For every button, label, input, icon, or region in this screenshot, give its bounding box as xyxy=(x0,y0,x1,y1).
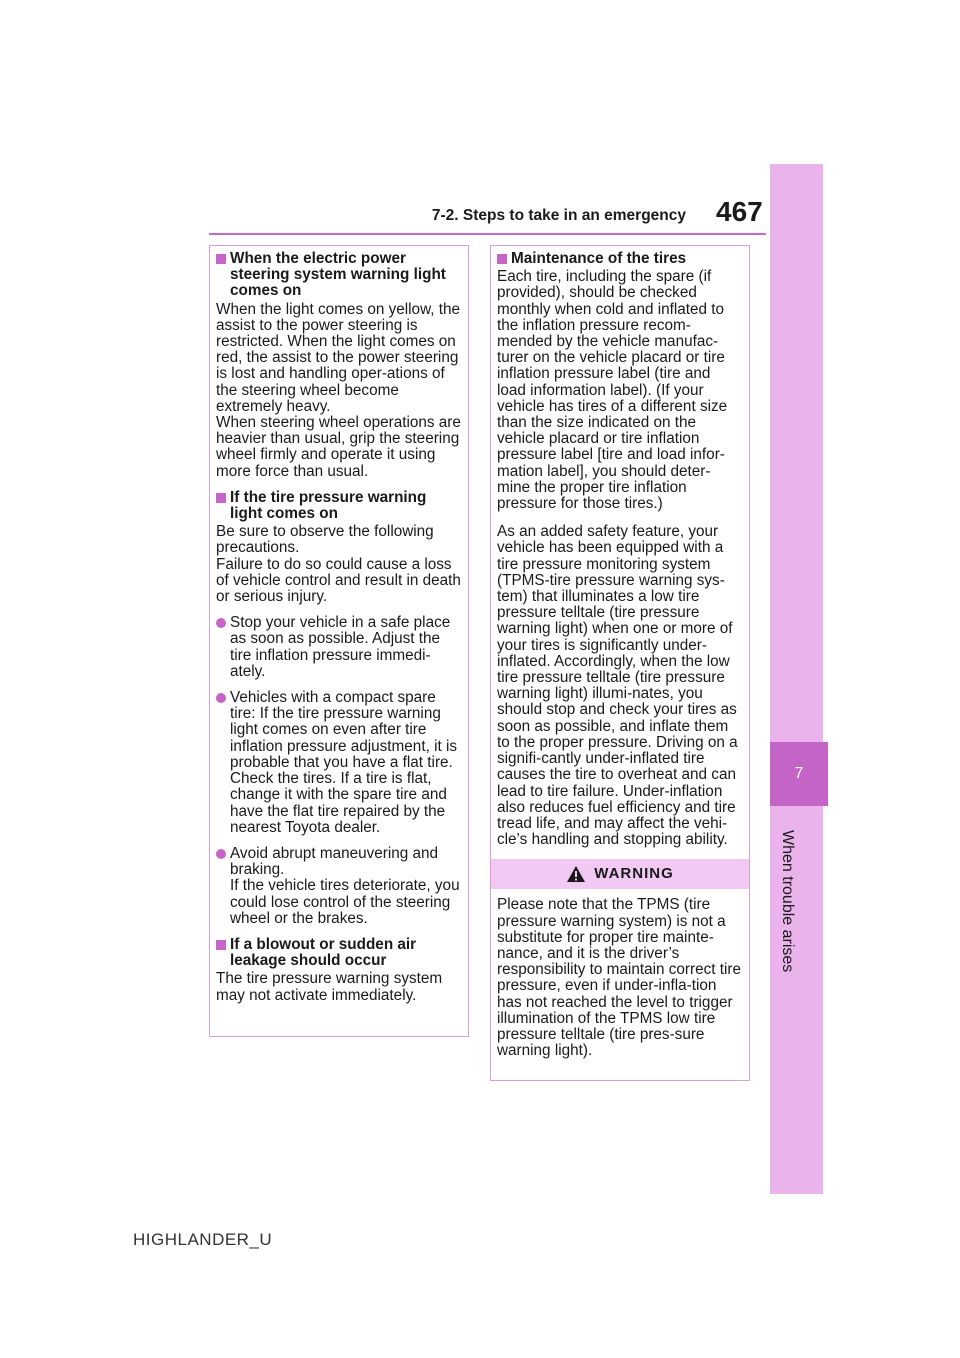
blowout-text: The tire pressure warning system may not activate immediately. xyxy=(216,970,443,1004)
footer-model: HIGHLANDER_U xyxy=(133,1230,273,1249)
page-number: 467 xyxy=(716,196,763,227)
circle-bullet-icon xyxy=(216,693,226,703)
tpw-text-1: Be sure to observe the following precautions. xyxy=(216,523,434,557)
warning-text: Please note that the TPMS (tire pressure warning system) is not a substitute for proper tire mainte-nance, and it is the driver’s responsibility to maintain correct tire pressure, even if under-infla-tion has not reached the level to trigger illumination of the TPMS low tire pressure telltale (tire pres-sure warning light). xyxy=(497,896,741,1060)
square-bullet-icon xyxy=(216,493,226,503)
circle-bullet-icon xyxy=(216,849,226,859)
maintenance-text-2: As an added safety feature, your vehicle has been equipped with a tire pressure monitoring system (TPMS-tire pressure warning sys-tem) that illuminates a low tire pressure telltale (tire pressure warning light) when one or more of your tires is significantly under-inflated. Accordingly, when the low tire pressure telltale (tire pressure warning light) illumi-nates, you should stop and check your tires as soon as possible, and inflate them to the proper pressure. Driving on a signifi-cantly under-inflated tire causes the tire to overheat and can lead to tire failure. Under-inflation also reduces fuel efficiency and tire tread life, and may affect the vehi-cle’s handling and stopping ability. xyxy=(497,523,738,849)
eps-text-2: When steering wheel operations are heavier than usual, grip the steering wheel firmly and operate it using more force than usual. xyxy=(216,414,461,480)
blowout-heading: If a blowout or sudden air leakage should occur xyxy=(216,937,462,969)
tire-maintenance-heading: Maintenance of the tires xyxy=(497,251,743,267)
list-item: Avoid abrupt maneuvering and braking. If the vehicle tires deteriorate, you could lose control of the steering wheel or the brakes. xyxy=(216,846,462,927)
square-bullet-icon xyxy=(216,940,226,950)
eps-warning-heading: When the electric power steering system warning light comes on xyxy=(216,251,462,300)
warning-banner xyxy=(491,859,749,889)
circle-bullet-icon xyxy=(216,618,226,628)
warning-triangle-icon xyxy=(566,865,586,883)
chapter-title: When trouble arises xyxy=(779,830,796,973)
warning-title: WARNING xyxy=(594,865,674,883)
square-bullet-icon xyxy=(216,254,226,264)
list-item: Vehicles with a compact spare tire: If the tire pressure warning light comes on even after tire inflation pressure adjustment, it is probable that you have a flat tire. Check the tires. If a tire is flat, change it with the spare tire and have the flat tire repaired by the nearest Toyota dealer. xyxy=(216,690,462,836)
square-bullet-icon xyxy=(497,254,507,264)
tire-pressure-warning-heading: If the tire pressure warning light comes on xyxy=(216,490,462,522)
maintenance-text-1: Each tire, including the spare (if provided), should be checked monthly when cold and inflated to the inflation pressure recom-mended by the vehicle manufac-turer on the vehicle placard or tire inflation pressure label (tire and load information label). (If your vehicle has tires of a different size than the size indicated on the vehicle placard or tire inflation pressure label [tire and load infor-mation label], you should deter-mine the proper tire inflation pressure for those tires.) xyxy=(497,268,728,513)
list-item: Stop your vehicle in a safe place as soon as possible. Adjust the tire inflation pressure immedi-ately. xyxy=(216,615,462,680)
eps-text-1: When the light comes on yellow, the assist to the power steering is restricted. When the light comes on red, the assist to the power steering is lost and handling oper-ations of the steering wheel become extremely heavy. xyxy=(216,300,461,415)
header-divider xyxy=(209,233,766,235)
left-column xyxy=(209,245,469,1037)
right-column xyxy=(490,245,750,1081)
chapter-side-tab xyxy=(770,164,823,1194)
tpw-text-2: Failure to do so could cause a loss of vehicle control and result in death or serious injury. xyxy=(216,555,461,606)
chapter-number: 7 xyxy=(770,742,828,806)
section-title: 7-2. Steps to take in an emergency xyxy=(431,207,686,224)
